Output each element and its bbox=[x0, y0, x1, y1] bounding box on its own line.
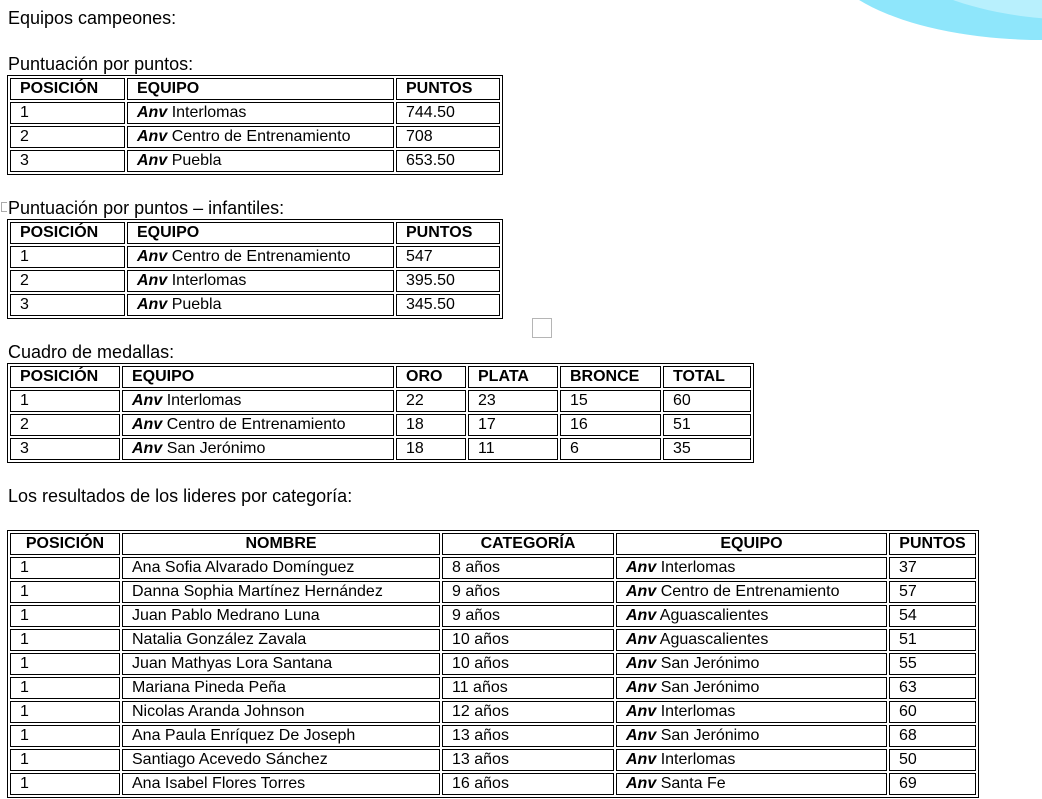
team-name: Interlomas bbox=[171, 272, 247, 289]
table-row bbox=[10, 102, 500, 124]
cell-name: Nicolas Aranda Johnson bbox=[122, 701, 440, 723]
cell-cat: 12 años bbox=[442, 701, 614, 723]
team-name: Centro de Entrenamiento bbox=[171, 128, 351, 145]
cell-cat: 16 años bbox=[442, 773, 614, 795]
team-prefix: Anv bbox=[132, 392, 163, 409]
header-equipo: EQUIPO bbox=[122, 366, 394, 388]
table-row bbox=[10, 677, 976, 699]
cell-pos: 1 bbox=[10, 701, 120, 723]
cell-equipo bbox=[616, 557, 887, 579]
table-row bbox=[10, 581, 976, 603]
cell-equipo bbox=[616, 701, 887, 723]
cell-points: 69 bbox=[889, 773, 976, 795]
header-posicion: POSICIÓN bbox=[10, 533, 120, 555]
cell-equipo bbox=[616, 605, 887, 627]
cell-points: 55 bbox=[889, 653, 976, 675]
cell-points: 547 bbox=[396, 246, 500, 268]
team-prefix: Anv bbox=[626, 679, 657, 696]
cell-cat: 9 años bbox=[442, 605, 614, 627]
cell-total: 60 bbox=[663, 390, 751, 412]
cell-name: Santiago Acevedo Sánchez bbox=[122, 749, 440, 771]
team-name: Aguascalientes bbox=[659, 607, 769, 624]
cell-name: Ana Paula Enríquez De Joseph bbox=[122, 725, 440, 747]
team-name: Puebla bbox=[171, 152, 222, 169]
cell-name: Ana Sofia Alvarado Domínguez bbox=[122, 557, 440, 579]
cell-plata: 23 bbox=[468, 390, 558, 412]
team-name: Centro de Entrenamiento bbox=[660, 583, 840, 600]
puntos-table bbox=[7, 75, 503, 175]
lideres-table bbox=[7, 530, 979, 798]
cell-pos: 1 bbox=[10, 246, 125, 268]
header-puntos: PUNTOS bbox=[889, 533, 976, 555]
cell-name: Juan Pablo Medrano Luna bbox=[122, 605, 440, 627]
cell-equipo bbox=[122, 414, 394, 436]
table-row bbox=[10, 725, 976, 747]
cell-oro: 18 bbox=[396, 414, 466, 436]
cell-points: 54 bbox=[889, 605, 976, 627]
table-row bbox=[10, 414, 751, 436]
cell-equipo bbox=[616, 629, 887, 651]
cell-cat: 9 años bbox=[442, 581, 614, 603]
team-name: Interlomas bbox=[166, 392, 242, 409]
puntos-title: Puntuación por puntos: bbox=[8, 54, 194, 74]
team-prefix: Anv bbox=[626, 751, 657, 768]
cell-points: 60 bbox=[889, 701, 976, 723]
cell-name: Juan Mathyas Lora Santana bbox=[122, 653, 440, 675]
table-header-row bbox=[10, 78, 500, 100]
table-header-row bbox=[10, 222, 500, 244]
table-row bbox=[10, 438, 751, 460]
table-row bbox=[10, 653, 976, 675]
cell-bronce: 15 bbox=[560, 390, 661, 412]
cell-pos: 3 bbox=[10, 150, 125, 172]
table-row bbox=[10, 605, 976, 627]
team-prefix: Anv bbox=[137, 152, 168, 169]
team-name: Aguascalientes bbox=[659, 631, 769, 648]
team-name: Interlomas bbox=[660, 751, 736, 768]
cell-cat: 13 años bbox=[442, 725, 614, 747]
medallas-title: Cuadro de medallas: bbox=[8, 342, 175, 362]
cell-pos: 1 bbox=[10, 557, 120, 579]
header-posicion: POSICIÓN bbox=[10, 222, 125, 244]
document-heading: Equipos campeones: bbox=[8, 8, 177, 28]
cell-points: 37 bbox=[889, 557, 976, 579]
header-total: TOTAL bbox=[663, 366, 751, 388]
table-row bbox=[10, 150, 500, 172]
table-row bbox=[10, 629, 976, 651]
team-prefix: Anv bbox=[132, 440, 163, 457]
cell-pos: 2 bbox=[10, 126, 125, 148]
team-name: Interlomas bbox=[171, 104, 247, 121]
cell-pos: 2 bbox=[10, 414, 120, 436]
table-row bbox=[10, 126, 500, 148]
header-nombre: NOMBRE bbox=[122, 533, 440, 555]
table-resize-handle[interactable] bbox=[532, 318, 552, 338]
team-name: Santa Fe bbox=[660, 775, 726, 792]
header-categoria: CATEGORÍA bbox=[442, 533, 614, 555]
cell-points: 68 bbox=[889, 725, 976, 747]
team-prefix: Anv bbox=[626, 655, 657, 672]
cell-name: Mariana Pineda Peña bbox=[122, 677, 440, 699]
cell-bronce: 16 bbox=[560, 414, 661, 436]
cell-equipo bbox=[616, 677, 887, 699]
team-name: Interlomas bbox=[660, 559, 736, 576]
team-prefix: Anv bbox=[626, 607, 657, 624]
header-posicion: POSICIÓN bbox=[10, 366, 120, 388]
cell-pos: 1 bbox=[10, 749, 120, 771]
team-prefix: Anv bbox=[626, 703, 657, 720]
cell-plata: 17 bbox=[468, 414, 558, 436]
table-row bbox=[10, 390, 751, 412]
cell-pos: 1 bbox=[10, 102, 125, 124]
cell-equipo bbox=[122, 438, 394, 460]
cell-equipo bbox=[127, 126, 394, 148]
cell-pos: 1 bbox=[10, 390, 120, 412]
cell-equipo bbox=[127, 246, 394, 268]
cell-cat: 11 años bbox=[442, 677, 614, 699]
cell-pos: 1 bbox=[10, 605, 120, 627]
table-row bbox=[10, 773, 976, 795]
team-name: Centro de Entrenamiento bbox=[171, 248, 351, 265]
cell-cat: 8 años bbox=[442, 557, 614, 579]
cell-bronce: 6 bbox=[560, 438, 661, 460]
team-name: Puebla bbox=[171, 296, 222, 313]
team-prefix: Anv bbox=[137, 272, 168, 289]
cell-pos: 1 bbox=[10, 629, 120, 651]
table-row bbox=[10, 294, 500, 316]
cell-points: 708 bbox=[396, 126, 500, 148]
header-equipo: EQUIPO bbox=[127, 78, 394, 100]
lideres-title: Los resultados de los lideres por categoría: bbox=[8, 486, 353, 506]
table-header-row bbox=[10, 366, 751, 388]
cell-cat: 10 años bbox=[442, 653, 614, 675]
cell-points: 63 bbox=[889, 677, 976, 699]
team-name: Interlomas bbox=[660, 703, 736, 720]
table-row bbox=[10, 557, 976, 579]
cell-equipo bbox=[616, 773, 887, 795]
cell-pos: 3 bbox=[10, 438, 120, 460]
medallas-table bbox=[7, 363, 754, 463]
header-puntos: PUNTOS bbox=[396, 222, 500, 244]
header-plata: PLATA bbox=[468, 366, 558, 388]
cell-pos: 3 bbox=[10, 294, 125, 316]
table-row bbox=[10, 701, 976, 723]
header-puntos: PUNTOS bbox=[396, 78, 500, 100]
cell-equipo bbox=[127, 294, 394, 316]
team-prefix: Anv bbox=[626, 559, 657, 576]
team-prefix: Anv bbox=[137, 128, 168, 145]
team-prefix: Anv bbox=[137, 296, 168, 313]
cell-pos: 2 bbox=[10, 270, 125, 292]
infantiles-title: Puntuación por puntos – infantiles: bbox=[8, 198, 285, 218]
team-name: Centro de Entrenamiento bbox=[166, 416, 346, 433]
cell-name: Danna Sophia Martínez Hernández bbox=[122, 581, 440, 603]
header-posicion: POSICIÓN bbox=[10, 78, 125, 100]
team-prefix: Anv bbox=[626, 775, 657, 792]
table-row bbox=[10, 270, 500, 292]
table-row bbox=[10, 246, 500, 268]
cell-equipo bbox=[127, 270, 394, 292]
cell-equipo bbox=[616, 725, 887, 747]
cell-pos: 1 bbox=[10, 581, 120, 603]
cell-oro: 22 bbox=[396, 390, 466, 412]
header-equipo: EQUIPO bbox=[616, 533, 887, 555]
cell-pos: 1 bbox=[10, 725, 120, 747]
cell-equipo bbox=[127, 150, 394, 172]
team-prefix: Anv bbox=[137, 104, 168, 121]
header-bronce: BRONCE bbox=[560, 366, 661, 388]
cell-name: Ana Isabel Flores Torres bbox=[122, 773, 440, 795]
header-equipo: EQUIPO bbox=[127, 222, 394, 244]
team-prefix: Anv bbox=[132, 416, 163, 433]
team-name: San Jerónimo bbox=[660, 727, 760, 744]
team-name: San Jerónimo bbox=[166, 440, 266, 457]
team-name: San Jerónimo bbox=[660, 655, 760, 672]
cell-pos: 1 bbox=[10, 677, 120, 699]
cell-cat: 10 años bbox=[442, 629, 614, 651]
cell-points: 653.50 bbox=[396, 150, 500, 172]
infantiles-table bbox=[7, 219, 503, 319]
cell-equipo bbox=[122, 390, 394, 412]
table-header-row bbox=[10, 533, 976, 555]
cell-oro: 18 bbox=[396, 438, 466, 460]
cell-pos: 1 bbox=[10, 773, 120, 795]
team-prefix: Anv bbox=[137, 248, 168, 265]
header-decoration bbox=[822, 0, 1042, 42]
cell-points: 395.50 bbox=[396, 270, 500, 292]
team-prefix: Anv bbox=[626, 631, 657, 648]
cell-pos: 1 bbox=[10, 653, 120, 675]
cell-equipo bbox=[616, 749, 887, 771]
cell-total: 51 bbox=[663, 414, 751, 436]
team-prefix: Anv bbox=[626, 583, 657, 600]
cell-total: 35 bbox=[663, 438, 751, 460]
table-row bbox=[10, 749, 976, 771]
cell-points: 345.50 bbox=[396, 294, 500, 316]
team-prefix: Anv bbox=[626, 727, 657, 744]
header-oro: ORO bbox=[396, 366, 466, 388]
cell-plata: 11 bbox=[468, 438, 558, 460]
cell-equipo bbox=[616, 581, 887, 603]
cell-equipo bbox=[616, 653, 887, 675]
cell-points: 50 bbox=[889, 749, 976, 771]
cell-points: 744.50 bbox=[396, 102, 500, 124]
cell-equipo bbox=[127, 102, 394, 124]
cell-name: Natalia González Zavala bbox=[122, 629, 440, 651]
cell-cat: 13 años bbox=[442, 749, 614, 771]
team-name: San Jerónimo bbox=[660, 679, 760, 696]
cell-points: 57 bbox=[889, 581, 976, 603]
cell-points: 51 bbox=[889, 629, 976, 651]
paragraph-anchor-icon bbox=[1, 202, 7, 212]
